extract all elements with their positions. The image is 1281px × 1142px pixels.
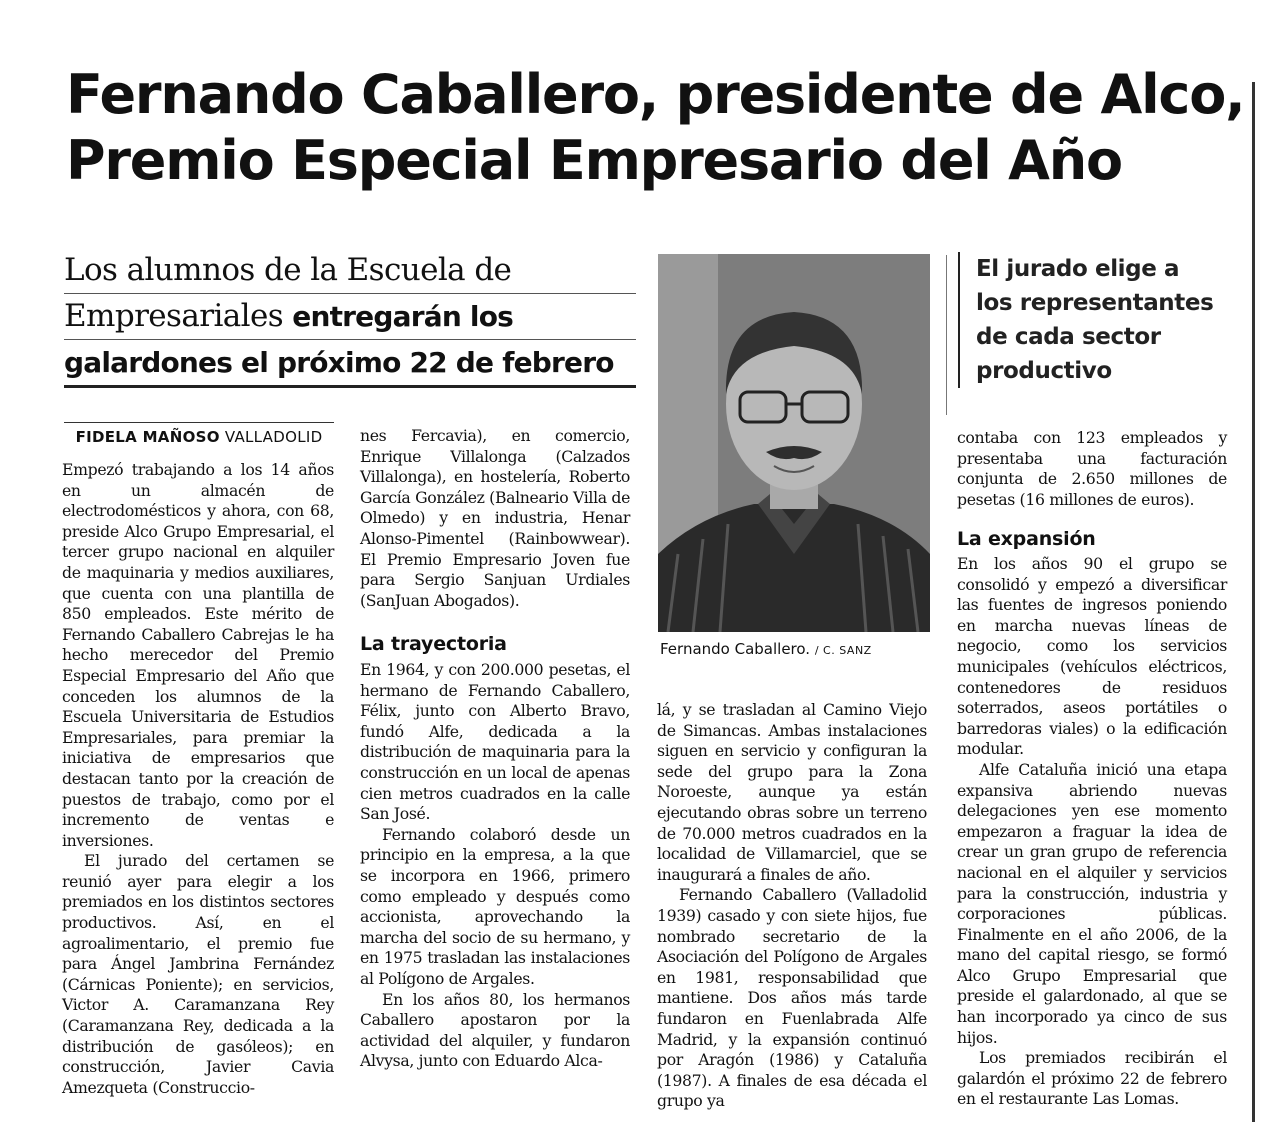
article-column-4-top (957, 428, 1227, 510)
paragraph: Fernando Caballero (Valladolid 1939) casado y con siete hijos, fue nombrado secretario de la Asociación del Polígono de Argales en 1981, responsabilidad que mantiene. Dos años más tarde fundaron en Fuenlabrada Alfe Madrid, y la expansión continuó por Aragón (1986) y Cataluña (1987). A finales de esa década el grupo ya (657, 885, 927, 1111)
byline-author: FIDELA MAÑOSO (75, 428, 220, 446)
paragraph: El jurado del certamen se reunió ayer para elegir a los premiados en los distintos sectores productivos. Así, en el agroalimentario, el premio fue para Ángel Jambrina Fernández (Cárnicas Poniente); en servicios, Victor A. Caramanzana Rey (Caramanzana Rey, dedicada a la distribución de gasóleos); en construcción, Javier Cavia Amezqueta (Construccio- (62, 851, 334, 1097)
byline-place: VALLADOLID (224, 428, 323, 446)
article-column-3 (657, 700, 927, 1112)
paragraph: En los años 80, los hermanos Caballero apostaron por la actividad del alquiler, y fundaron Alvysa, junto con Eduardo Alca- (360, 989, 630, 1071)
pull-quote (958, 252, 1246, 388)
paragraph: nes Fercavia), en comercio, Enrique Villalonga (Calzados Villalonga), en hostelería, Roberto García González (Balneario Villa de Olmedo) y en industria, Henar Alonso-Pimentel (Rainbowwear). El Premio Empresario Joven fue para Sergio Sanjuan Urdiales (SanJuan Abogados). (360, 426, 631, 610)
paragraph: contaba con 123 empleados y presentaba una facturación conjunta de 2.650 millones de pesetas (16 millones de euros). (957, 428, 1227, 509)
paragraph: En los años 90 el grupo se consolidó y empezó a diversificar las fuentes de ingresos poniendo en marcha nuevas líneas de negocio, como los servicios municipales (vehículos eléctricos, contenedores de residuos soterrados, aseos portátiles o barredoras viales) o la edificación modular. (957, 554, 1227, 759)
article-column-2-top (360, 426, 630, 611)
subheadline (64, 248, 636, 388)
headline-line-1: Fernando Caballero, presidente de Alco, (66, 63, 1245, 126)
subhead-line-1: Los alumnos de la Escuela de (64, 248, 636, 294)
caption-text: Fernando Caballero. (660, 640, 811, 658)
photo-credit: / C. SANZ (814, 644, 872, 657)
photo-caption (660, 640, 872, 658)
paragraph: Los premiados recibirán el galardón el próximo 22 de febrero en el restaurante Las Lomas. (957, 1048, 1227, 1109)
subhead-line-3: galardones el próximo 22 de febrero (64, 340, 636, 388)
section-heading-trayectoria: La trayectoria (360, 633, 507, 655)
headline (66, 62, 1246, 194)
subhead-line-2-regular: Empresariales (64, 298, 293, 334)
pull-quote-line: de cada sector (976, 324, 1161, 350)
pull-quote-line: los representantes (976, 290, 1214, 316)
pull-quote-line: El jurado elige a (976, 256, 1180, 282)
byline (64, 422, 334, 446)
page-edge-rule (1252, 82, 1255, 1122)
paragraph: Alfe Cataluña inició una etapa expansiva abriendo nuevas delegaciones yen ese momento empezaron a fraguar la idea de crear un gran grupo de referencia nacional en el alquiler y servicios para la construcción, industria y corporaciones públicas. Finalmente en el año 2006, de la mano del capital riesgo, se formó Alco Grupo Empresarial que preside el galardonado, al que se han incorporado ya cinco de sus hijos. (957, 759, 1227, 1047)
column-divider (946, 255, 947, 415)
paragraph: En 1964, y con 200.000 pesetas, el hermano de Fernando Caballero, Félix, junto con Alberto Bravo, fundó Alfe, dedicada a la distribución de maquinaria para la construcción en un local de apenas cien metros cuadrados en la calle San José. (360, 660, 630, 824)
article-column-1 (62, 460, 334, 1098)
headline-line-2: Premio Especial Empresario del Año (66, 129, 1122, 192)
section-heading-expansion: La expansión (957, 528, 1096, 550)
article-column-2-bottom (360, 660, 630, 1072)
portrait-illustration (658, 254, 930, 632)
paragraph: lá, y se trasladan al Camino Viejo de Simancas. Ambas instalaciones siguen en servicio y configuran la sede del grupo para la Zona Noroeste, aunque ya están ejecutando obras sobre un terreno de 70.000 metros cuadrados en la localidad de Villamarciel, que se inaugurará a finales de año. (657, 700, 927, 884)
subhead-line-2-bold: entregarán los (292, 300, 513, 333)
pull-quote-line: productivo (976, 358, 1112, 384)
subhead-line-2 (64, 294, 636, 340)
portrait-photo (658, 254, 930, 632)
article-column-4-bottom (957, 554, 1227, 1110)
paragraph: Fernando colaboró desde un principio en la empresa, a la que se incorpora en 1966, primero como empleado y después como accionista, aprovechando la marcha del socio de su hermano, y en 1975 trasladan las instalaciones al Polígono de Argales. (360, 824, 630, 988)
paragraph: Empezó trabajando a los 14 años en un almacén de electrodomésticos y ahora, con 68, preside Alco Grupo Empresarial, el tercer grupo nacional en alquiler de maquinaria y medios auxiliares, que cuenta con una plantilla de 850 empleados. Este mérito de Fernando Caballero Cabrejas le ha hecho merecedor del Premio Especial Empresario del Año que conceden los alumnos de la Escuela Universitaria de Estudios Empresariales, para premiar la iniciativa de empresarios que destacan tanto por la creación de puestos de trabajo, como por el incremento de ventas e inversiones. (62, 460, 334, 850)
